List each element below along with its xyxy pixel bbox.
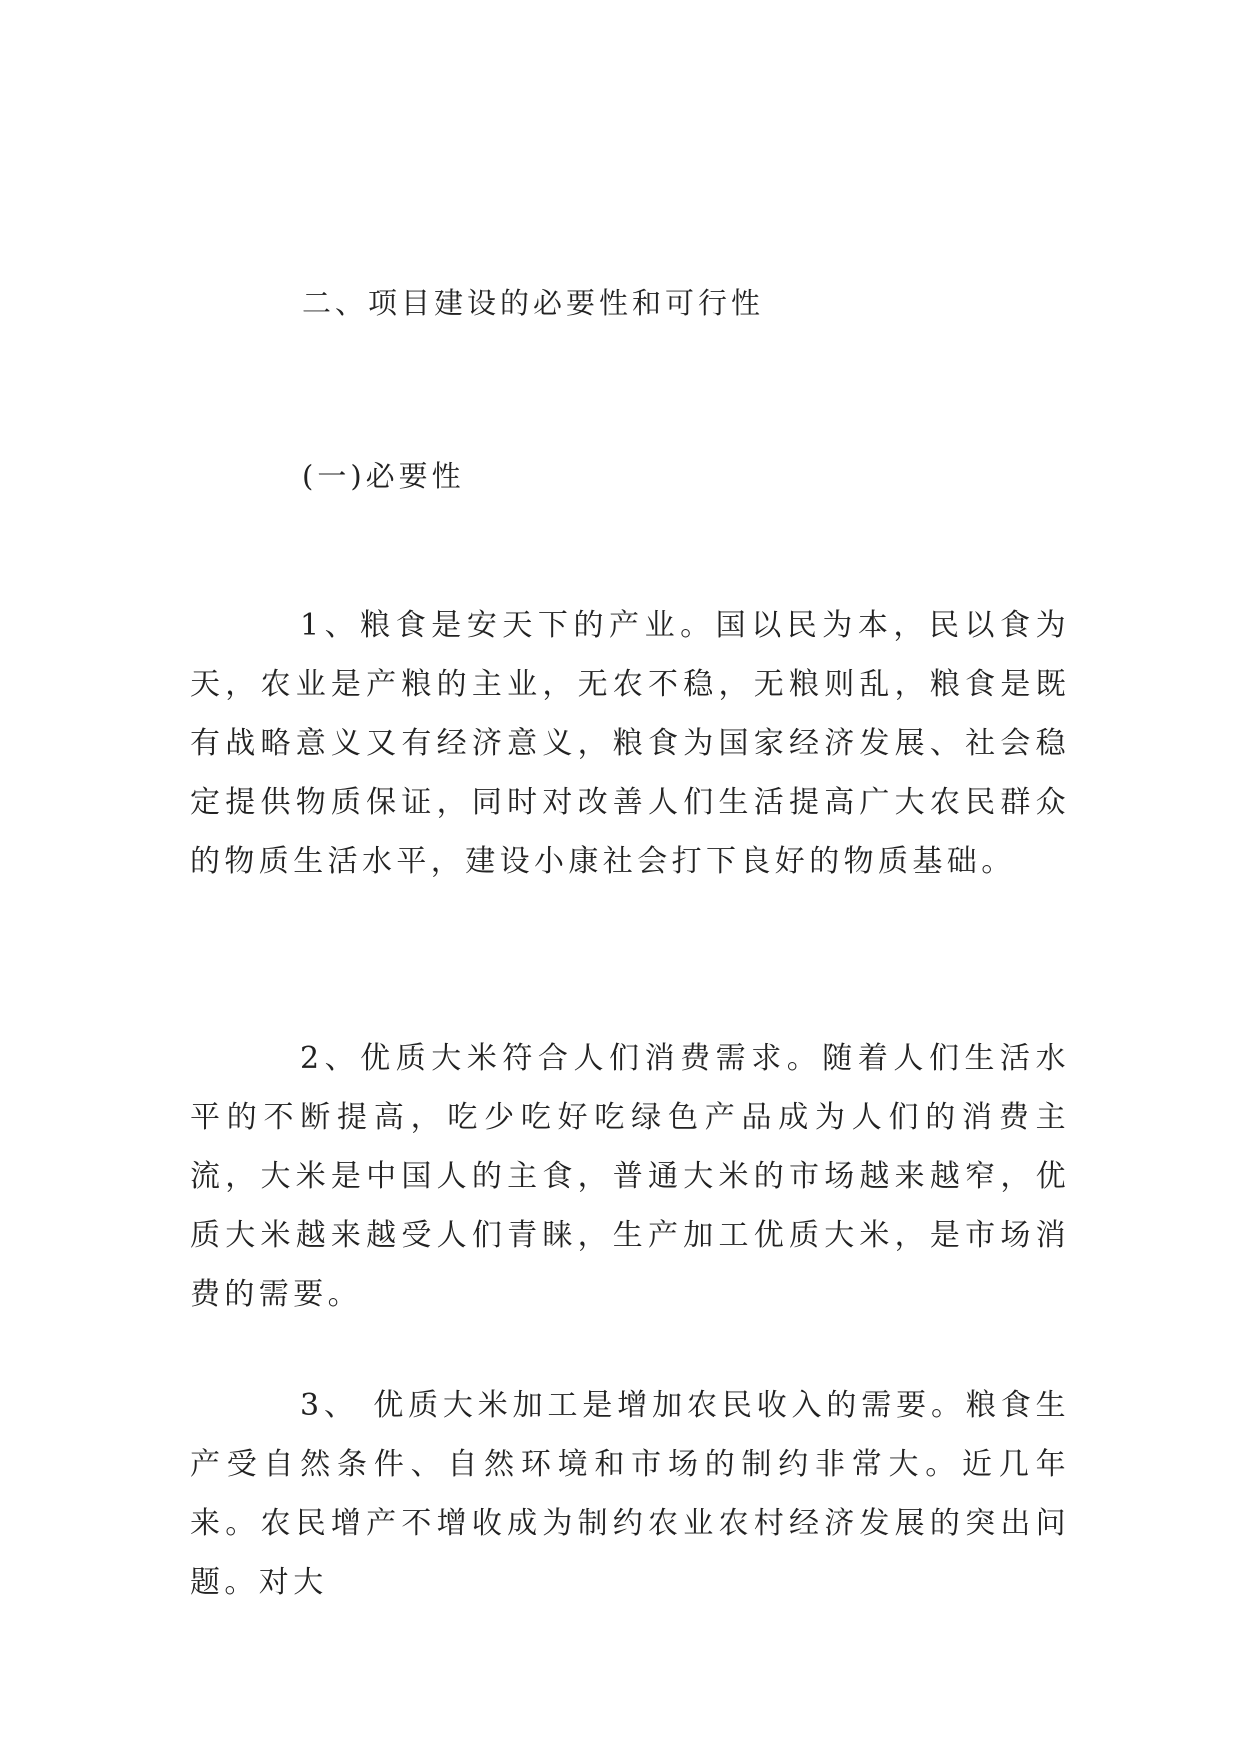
paragraph-3: 3、 优质大米加工是增加农民收入的需要。粮食生产受自然条件、自然环境和市场的制约非常大。近几年来。农民增产不增收成为制约农业农村经济发展的突出问题。对大: [190, 1388, 1070, 1600]
section-heading: 二、项目建设的必要性和可行性: [302, 286, 765, 320]
subsection-heading: (一)必要性: [302, 459, 465, 493]
paragraph-2: 2、优质大米符合人们消费需求。随着人们生活水平的不断提高，吃少吃好吃绿色产品成为人们的消费主流，大米是中国人的主食，普通大米的市场越来越窄，优质大米越来越受人们青睐，生产加工优质大米，是市场消费的需要。: [190, 1041, 1070, 1312]
paragraph-1: 1、粮食是安天下的产业。国以民为本，民以食为天，农业是产粮的主业，无农不稳，无粮则乱，粮食是既有战略意义又有经济意义，粮食为国家经济发展、社会稳定提供物质保证，同时对改善人们生活提高广大农民群众的物质生活水平，建设小康社会打下良好的物质基础。: [190, 608, 1070, 879]
